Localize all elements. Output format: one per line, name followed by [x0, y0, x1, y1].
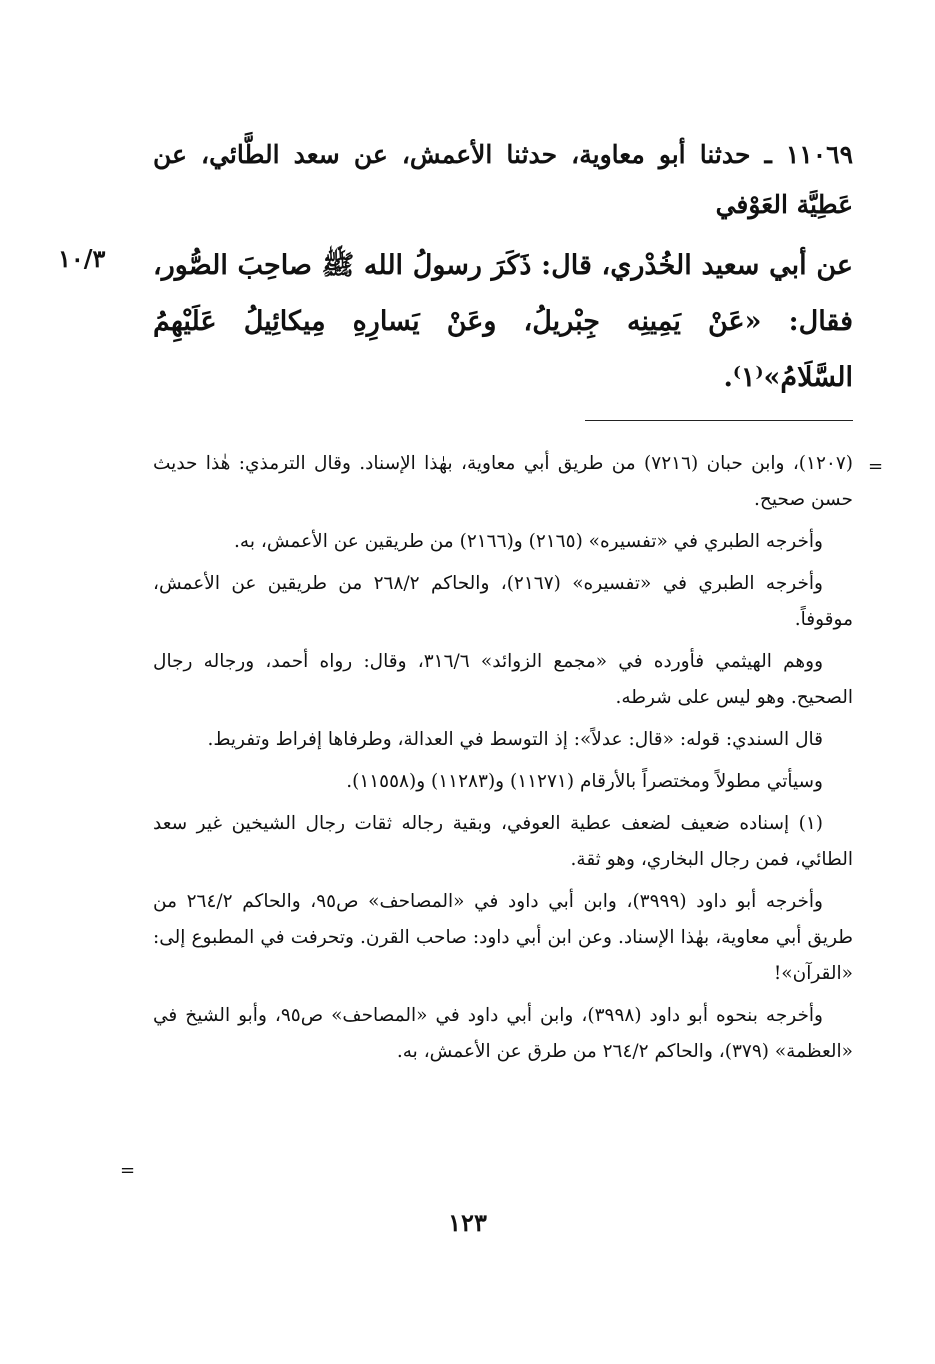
- footnote-paragraph: (١) إسناده ضعيف لضعف عطية العوفي، وبقية رجاله ثقات رجال الشيخين غير سعد الطائي، فمن رجال البخاري، وهو ثقة.: [153, 813, 853, 870]
- continuation-mark-bottom: =: [120, 1160, 136, 1181]
- hadith-isnad: [153, 130, 853, 230]
- hadith-isnad-text: ١١٠٦٩ ـ حدثنا أبو معاوية، حدثنا الأعمش، عن سعد الطَّائي، عن عَطِيَّة العَوْفي: [153, 140, 853, 219]
- page-number: ١٢٣: [448, 1208, 487, 1237]
- footnote-paragraph: وأخرجه أبو داود (٣٩٩٩)، وابن أبي داود في «المصاحف» ص٩٥، والحاكم ٢٦٤/٢ من طريق أبي معاوية، بهٰذا الإسناد. وعن ابن أبي داود: صاحب القرن. وتحرفت في المطبوع إلى: «القرآن»!: [153, 891, 853, 984]
- footnotes: [153, 446, 853, 1076]
- hadith-matn: [153, 238, 853, 406]
- footnote-paragraph: وأخرجه بنحوه أبو داود (٣٩٩٨)، وابن أبي داود في «المصاحف» ص٩٥، وأبو الشيخ في «العظمة» (٣٧٩)، والحاكم ٢٦٤/٢ من طرق عن الأعمش، به.: [153, 1005, 853, 1062]
- footnote-separator: [585, 420, 853, 421]
- footnote-paragraph: وسيأتي مطولاً ومختصراً بالأرقام (١١٢٧١) و(١١٢٨٣) و(١١٥٥٨).: [346, 771, 823, 792]
- margin-volume-reference: ١٠/٣: [58, 244, 106, 273]
- footnote-paragraph: قال السندي: قوله: «قال: عدلاً»: إذ التوسط في العدالة، وطرفاها إفراط وتفريط.: [207, 729, 823, 750]
- footnote-paragraph: وأخرجه الطبري في «تفسيره» (٢١٦٥) و(٢١٦٦) من طريقين عن الأعمش، به.: [234, 531, 823, 552]
- hadith-matn-text: عن أبي سعيد الخُدْري، قال: ذَكَرَ رسولُ الله ﷺ صاحِبَ الصُّور، فقال: «عَنْ يَمِينِه جِبْريلُ، وعَنْ يَسارِهِ مِيكائِيلُ عَلَيْهِمُ السَّلَامُ»⁽١⁾.: [153, 250, 853, 393]
- footnote-paragraph: وأخرجه الطبري في «تفسيره» (٢١٦٧)، والحاكم ٢٦٨/٢ من طريقين عن الأعمش، موقوفاً.: [153, 573, 853, 630]
- continuation-mark-top: =: [868, 456, 884, 477]
- footnote-paragraph: (١٢٠٧)، وابن حبان (٧٢١٦) من طريق أبي معاوية، بهٰذا الإسناد. وقال الترمذي: هٰذا حديث حسن صحيح.: [153, 453, 853, 510]
- footnote-paragraph: ووهم الهيثمي فأورده في «مجمع الزوائد» ٣١٦/٦، وقال: رواه أحمد، ورجاله رجال الصحيح. وهو ليس على شرطه.: [153, 651, 853, 708]
